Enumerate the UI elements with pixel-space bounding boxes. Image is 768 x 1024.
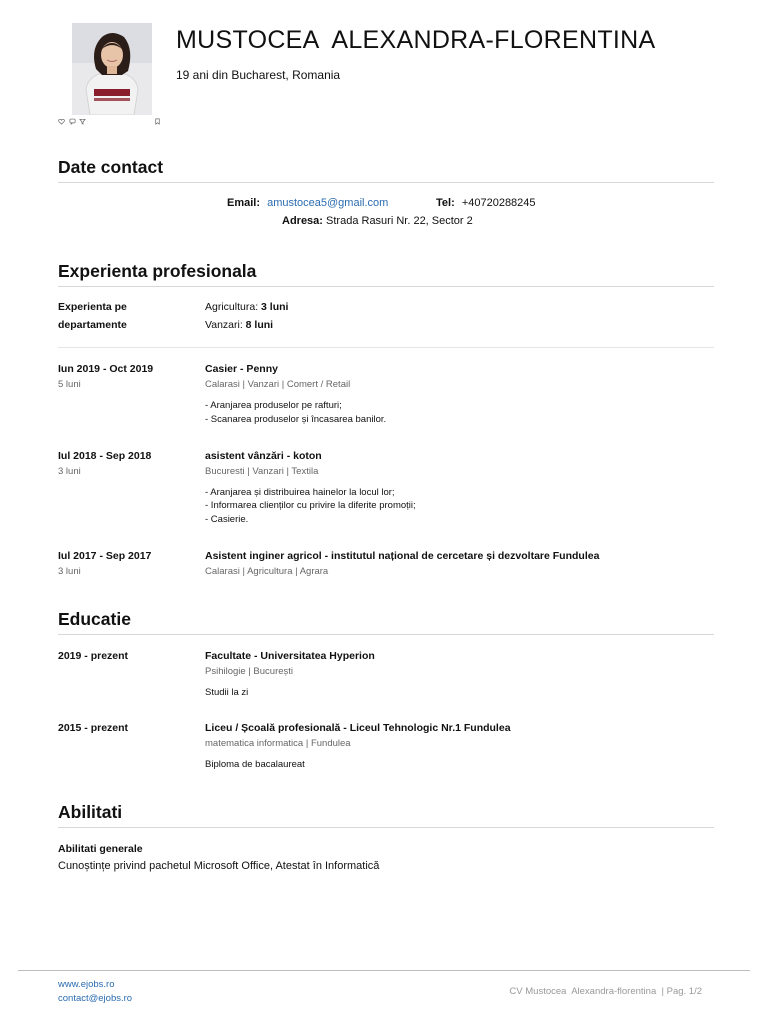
job-meta: Bucuresti | Vanzari | Textila [205, 466, 319, 477]
section-title-education: Educatie [58, 609, 131, 629]
dept-value: 3 luni [261, 301, 289, 313]
job-desc-line: - Informarea clienților cu privire la diferite promoții; [205, 500, 416, 511]
job-duration: 3 luni [58, 466, 81, 477]
contact-address-row [282, 215, 473, 227]
filter-icon[interactable] [79, 118, 86, 125]
section-title-experience: Experienta profesionala [58, 261, 257, 281]
job-title: Asistent inginer agricol - institutul național de cercetare și dezvoltare Fundulea [205, 550, 600, 562]
tel-label: Tel: [436, 197, 455, 209]
skills-subtitle: Abilitati generale [58, 843, 143, 855]
email-label: Email: [227, 197, 261, 209]
section-divider [58, 182, 714, 183]
dept-value: 8 luni [245, 319, 274, 331]
email-link[interactable]: amustocea5@gmail.com [267, 197, 389, 209]
contact-tel-row [436, 197, 536, 209]
footer-page-info: CV Mustocea Alexandra-florentina | Pag. 1/2 [509, 986, 702, 997]
edu-title: Liceu / Școală profesională - Liceul Tehnologic Nr.1 Fundulea [205, 722, 511, 734]
section-title-contact: Date contact [58, 157, 164, 177]
job-duration: 3 luni [58, 566, 81, 577]
job-period: Iul 2017 - Sep 2017 [58, 550, 152, 562]
dept-vanzari [205, 318, 273, 332]
job-desc-line: - Casierie. [205, 514, 249, 525]
dept-agricultura [205, 300, 288, 314]
edu-period: 2019 - prezent [58, 650, 129, 662]
contact-email-row [227, 197, 388, 209]
heart-icon[interactable] [58, 118, 65, 125]
job-title: Casier - Penny [205, 363, 278, 375]
dept-label-line-1: Experienta pe [58, 301, 127, 313]
job-period: Iul 2018 - Sep 2018 [58, 450, 152, 462]
comment-icon[interactable] [69, 118, 76, 125]
bookmark-icon[interactable] [154, 118, 161, 125]
section-title-skills: Abilitati [58, 802, 123, 822]
edu-note: Biploma de bacalaureat [205, 759, 305, 770]
edu-title: Facultate - Universitatea Hyperion [205, 650, 375, 662]
dept-name: Vanzari: [205, 319, 243, 331]
address-value: Strada Rasuri Nr. 22, Sector 2 [326, 215, 473, 227]
section-divider [58, 827, 714, 828]
dept-name: Agricultura: [205, 301, 259, 313]
footer-email-link[interactable]: contact@ejobs.ro [58, 993, 133, 1004]
job-desc-line: - Aranjarea produselor pe rafturi; [205, 400, 342, 411]
footer-divider [18, 970, 750, 971]
job-title: asistent vânzări - koton [205, 450, 322, 462]
candidate-subtitle: 19 ani din Bucharest, Romania [176, 68, 341, 82]
row-divider [58, 347, 714, 348]
job-meta: Calarasi | Vanzari | Comert / Retail [205, 379, 351, 390]
edu-meta: matematica informatica | Fundulea [205, 738, 351, 749]
section-divider [58, 286, 714, 287]
skills-text: Cunoștințe privind pachetul Microsoft Office, Atestat în Informatică [58, 860, 380, 872]
edu-period: 2015 - prezent [58, 722, 129, 734]
footer-website-link[interactable]: www.ejobs.ro [58, 979, 115, 990]
edu-meta: Psihilogie | București [205, 666, 294, 677]
edu-note: Studii la zi [205, 687, 249, 698]
candidate-name: MUSTOCEA ALEXANDRA-FLORENTINA [176, 26, 656, 54]
job-meta: Calarasi | Agricultura | Agrara [205, 566, 329, 577]
job-period: Iun 2019 - Oct 2019 [58, 363, 154, 375]
address-label: Adresa: [282, 215, 323, 227]
job-desc-line: - Aranjarea și distribuirea hainelor la locul lor; [205, 487, 395, 498]
tel-value: +40720288245 [461, 197, 536, 209]
dept-label-line-2: departamente [58, 319, 127, 331]
section-divider [58, 634, 714, 635]
profile-photo [72, 23, 152, 115]
job-desc-line: - Scanarea produselor și încasarea banilor. [205, 414, 387, 425]
job-duration: 5 luni [58, 379, 81, 390]
photo-actions [58, 118, 162, 128]
